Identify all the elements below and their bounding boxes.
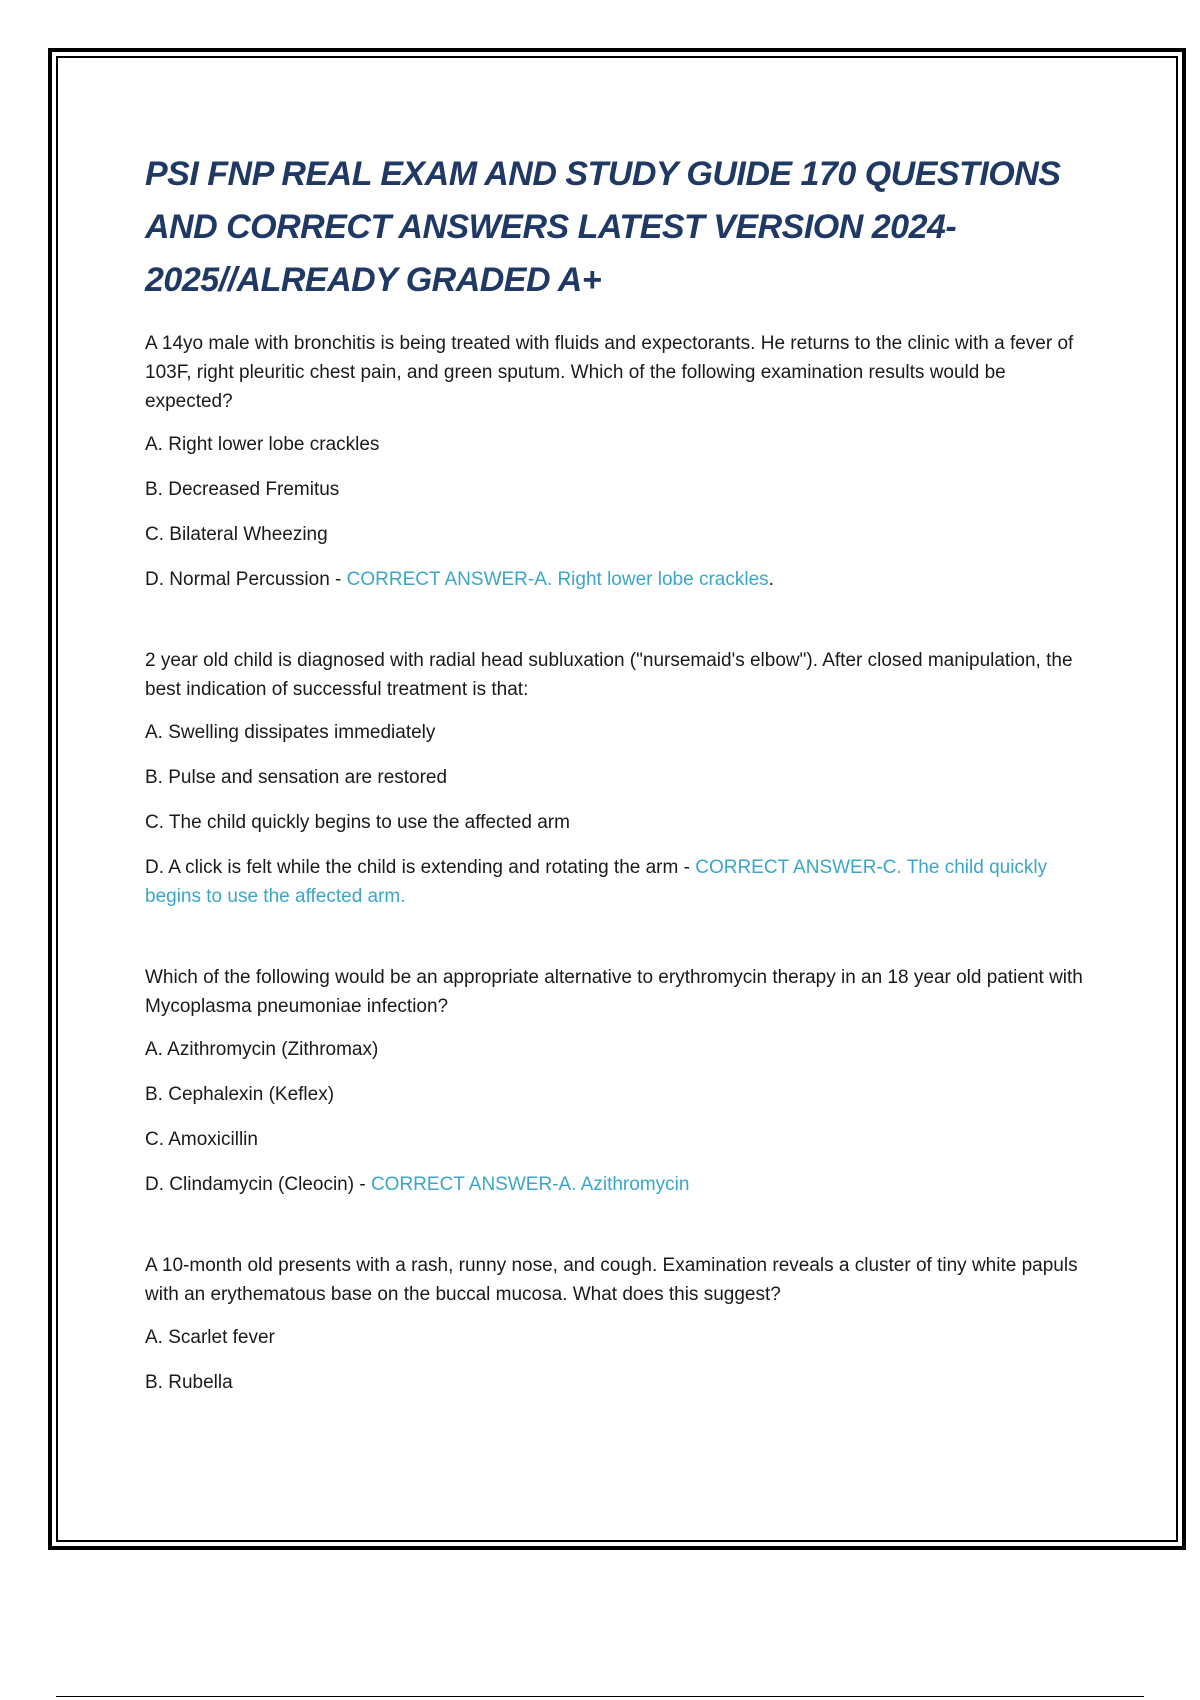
option-d-label: D. Clindamycin (Cleocin) - xyxy=(145,1174,371,1195)
option-b: B. Pulse and sensation are restored xyxy=(145,767,448,788)
footer-rule xyxy=(56,1696,1144,1697)
document-content xyxy=(145,148,1090,1397)
question-2 xyxy=(145,646,1090,911)
option-d xyxy=(145,1170,1090,1199)
question-text: Which of the following would be an appropriate alternative to erythromycin therapy in an 18 year old patient with Mycoplasma pneumoniae infection? xyxy=(145,967,1083,1017)
document-title: PSI FNP REAL EXAM AND STUDY GUIDE 170 QUESTIONS AND CORRECT ANSWERS LATEST VERSION 2024-2025//ALREADY GRADED A+ xyxy=(145,155,1061,299)
option-a: A. Scarlet fever xyxy=(145,1327,275,1348)
option-b: B. Rubella xyxy=(145,1372,233,1393)
correct-answer: CORRECT ANSWER-A. Azithromycin xyxy=(370,1174,690,1195)
option-c: C. Bilateral Wheezing xyxy=(145,524,328,545)
correct-answer: CORRECT ANSWER-A. Right lower lobe crackles xyxy=(346,569,769,590)
option-d xyxy=(145,853,1090,911)
question-text: A 14yo male with bronchitis is being treated with fluids and expectorants. He returns to the clinic with a fever of 103F, right pleuritic chest pain, and green sputum. Which of the following examination results would be expected? xyxy=(145,333,1074,412)
question-text: 2 year old child is diagnosed with radial head subluxation ("nursemaid's elbow"). After closed manipulation, the best indication of successful treatment is that: xyxy=(145,650,1073,700)
option-d-label: D. A click is felt while the child is extending and rotating the arm - xyxy=(145,857,696,878)
answer-suffix: . xyxy=(768,569,774,590)
option-d xyxy=(145,565,1090,594)
question-text: A 10-month old presents with a rash, runny nose, and cough. Examination reveals a cluster of tiny white papuls with an erythematous base on the buccal mucosa. What does this suggest? xyxy=(145,1255,1078,1305)
option-d-label: D. Normal Percussion - xyxy=(145,569,347,590)
option-a: A. Right lower lobe crackles xyxy=(145,434,380,455)
option-a: A. Azithromycin (Zithromax) xyxy=(145,1039,379,1060)
option-c: C. Amoxicillin xyxy=(145,1129,258,1150)
option-a: A. Swelling dissipates immediately xyxy=(145,722,436,743)
option-b: B. Cephalexin (Keflex) xyxy=(145,1084,335,1105)
option-b: B. Decreased Fremitus xyxy=(145,479,340,500)
question-4 xyxy=(145,1251,1090,1397)
question-1 xyxy=(145,329,1090,594)
question-3 xyxy=(145,963,1090,1199)
option-c: C. The child quickly begins to use the affected arm xyxy=(145,812,570,833)
correct-answer: CORRECT ANSWER-C. The child quickly begins to use the affected arm. xyxy=(145,857,1048,907)
